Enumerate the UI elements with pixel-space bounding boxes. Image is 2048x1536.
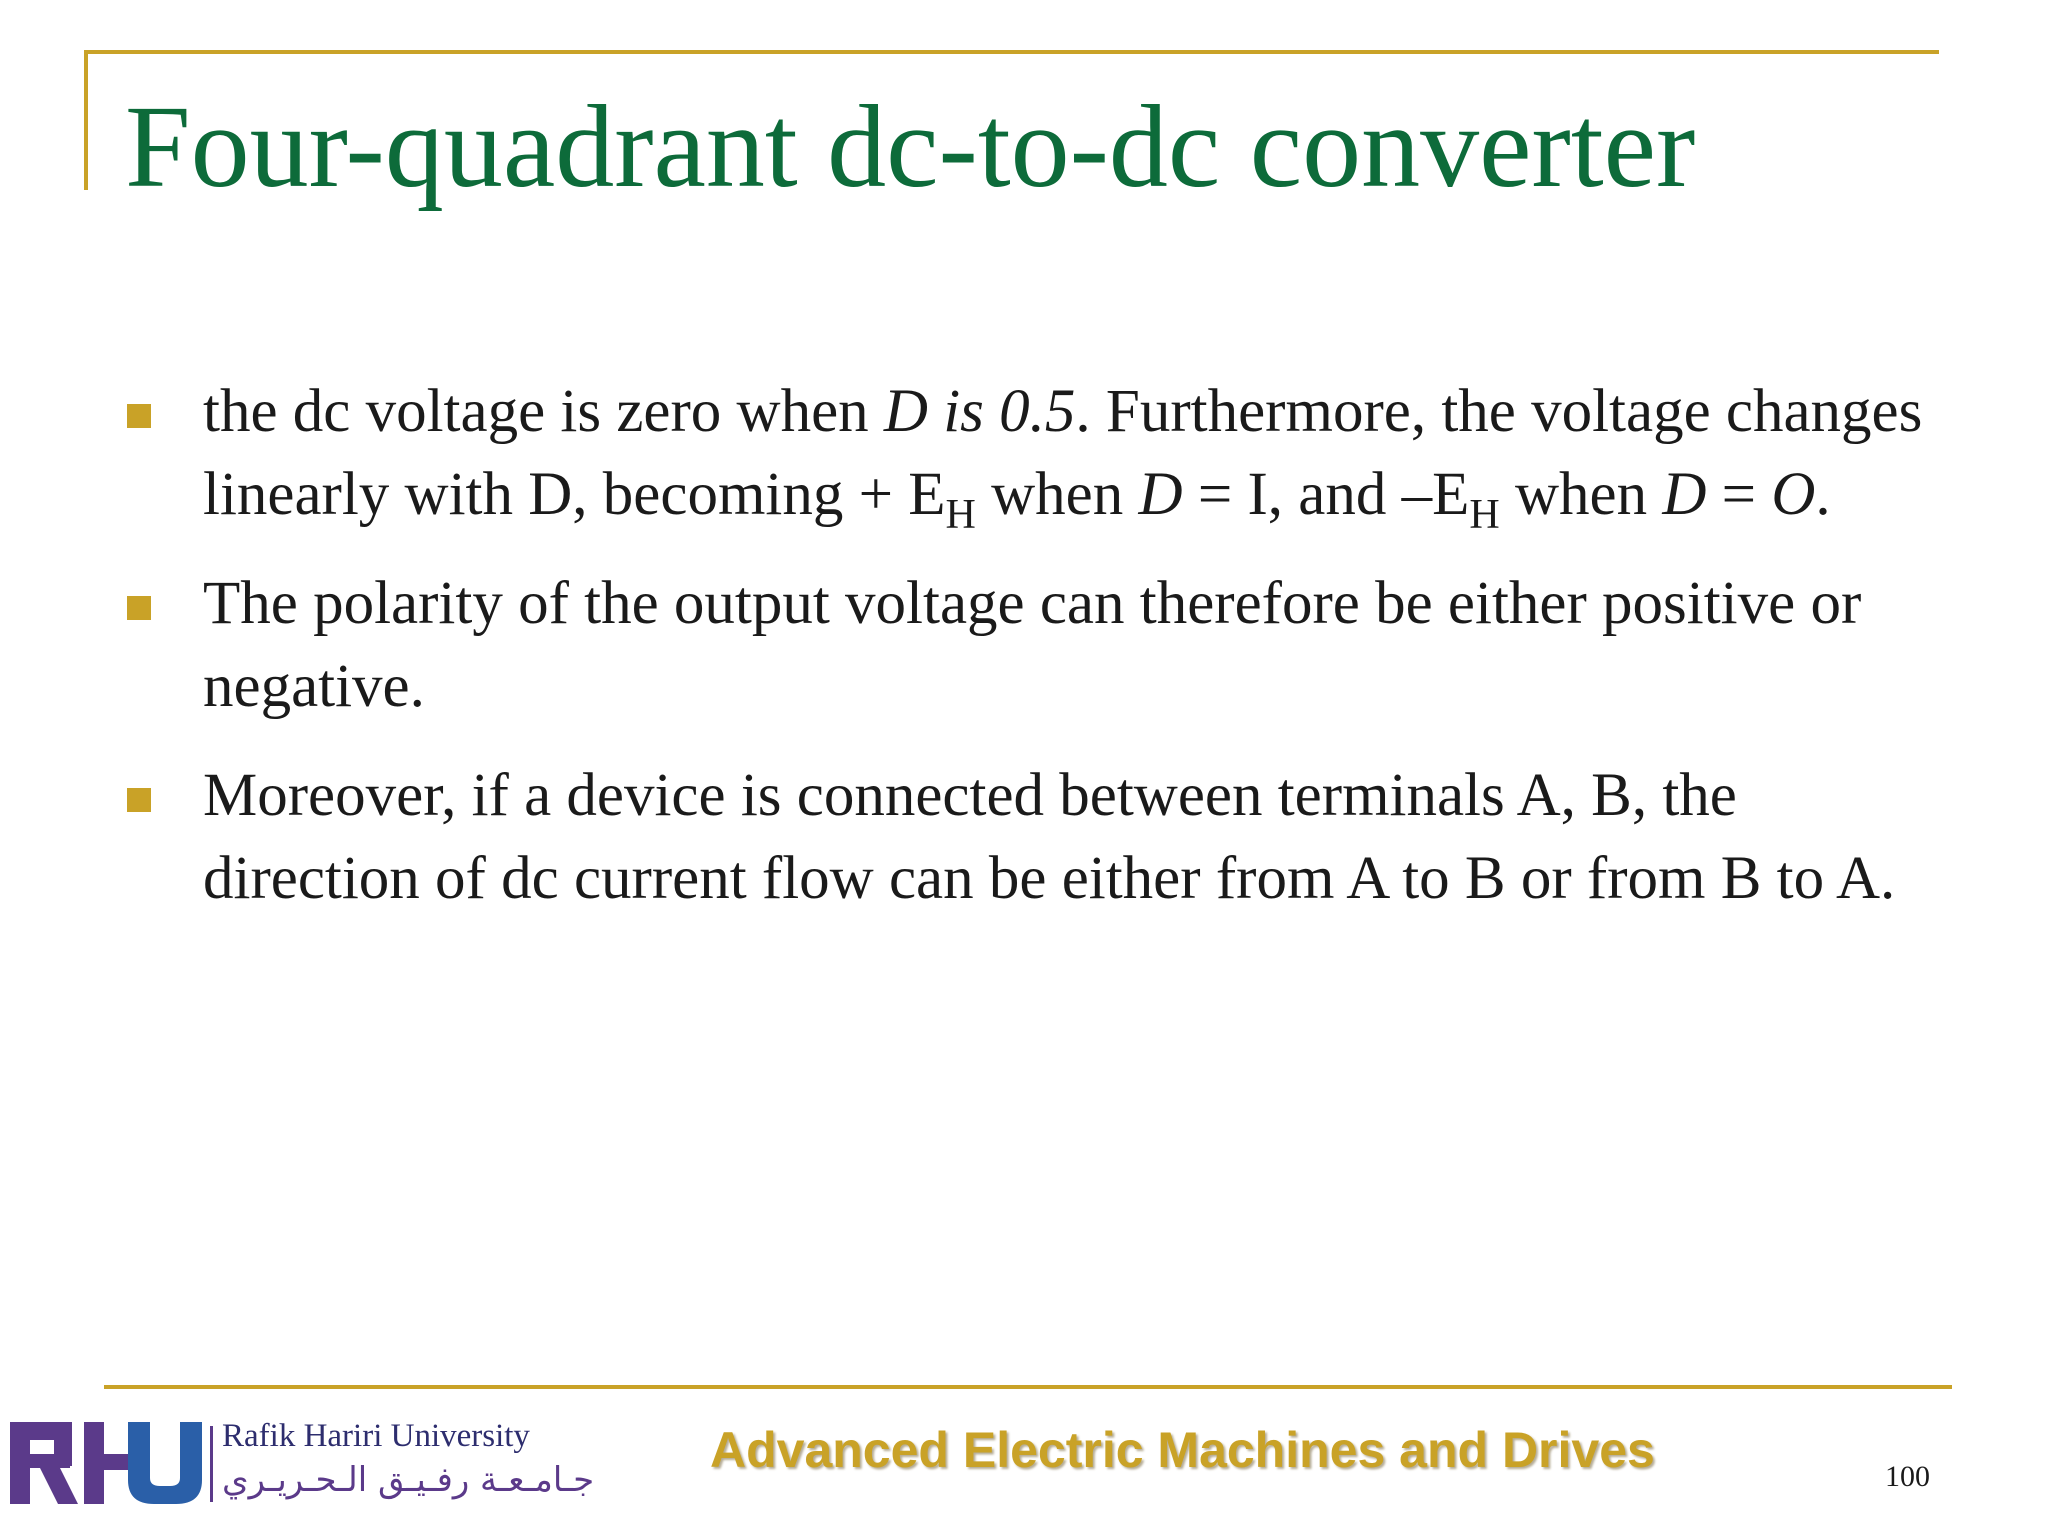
footer-rule [104, 1385, 1952, 1389]
title-frame-left-rule [84, 50, 88, 190]
bullet-text: the dc voltage is zero when D is 0.5. Furthermore, the voltage changes linearly with D, becoming + $E_H$ when D = I, and $-E_H$ when D = O. [203, 378, 1923, 538]
university-logo [10, 1418, 595, 1508]
rhu-logo-icon [10, 1422, 205, 1504]
logo-divider [210, 1426, 213, 1502]
square-bullet-icon [127, 596, 151, 620]
square-bullet-icon [127, 404, 151, 428]
bullet-text: Moreover, if a device is connected between terminals A, B, the direction of dc current flow can be either from A to B or from B to A. [203, 762, 1896, 912]
slide-title: Four-quadrant dc-to-dc converter [125, 81, 1696, 212]
square-bullet-icon [127, 788, 151, 812]
bullet-item [125, 754, 1945, 920]
university-name-english: Rafik Hariri University [222, 1418, 530, 1454]
course-title: Advanced Electric Machines and Drives [710, 1422, 1655, 1478]
page-number: 100 [1885, 1460, 1930, 1493]
title-frame-top-rule [84, 50, 1939, 54]
bullet-text: The polarity of the output voltage can therefore be either positive or negative. [203, 570, 1862, 720]
bullet-item [125, 562, 1945, 728]
bullet-item [125, 370, 1945, 536]
bullet-list [125, 370, 1945, 946]
university-name-arabic: جـامـعـة رفـيـق الـحـريـري [222, 1460, 595, 1500]
